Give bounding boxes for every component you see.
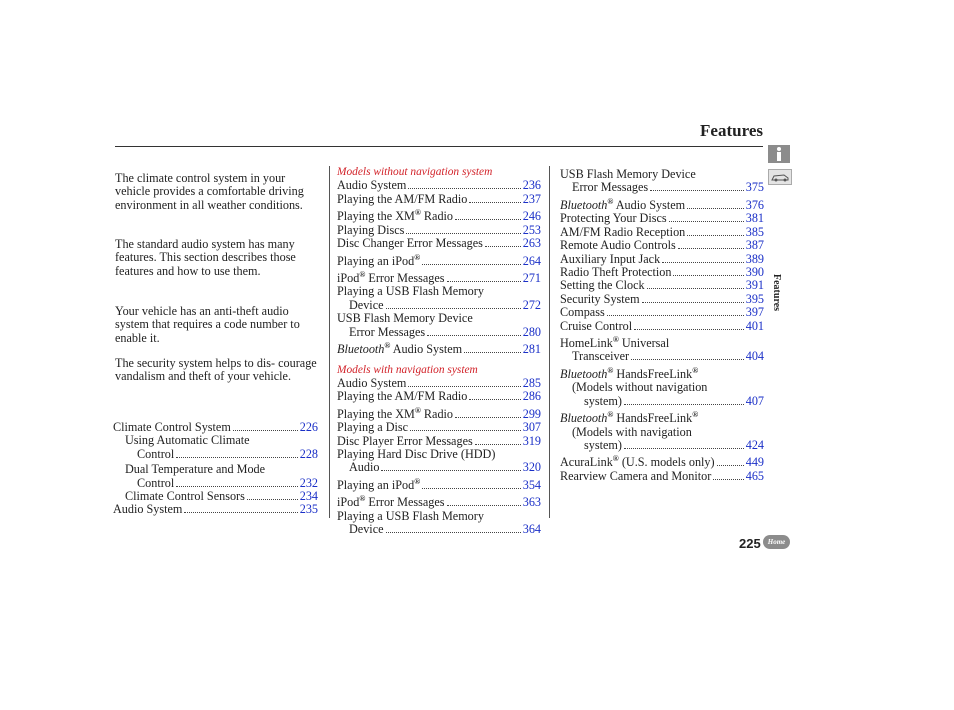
registered-mark: ® bbox=[414, 252, 421, 262]
index-entry-text bbox=[560, 408, 764, 425]
entry-label bbox=[572, 181, 648, 194]
entry-label bbox=[349, 461, 379, 474]
page-link[interactable]: 449 bbox=[745, 455, 764, 470]
page-link[interactable]: 264 bbox=[522, 253, 541, 268]
page-link[interactable]: 280 bbox=[522, 324, 541, 339]
index-entry-text bbox=[560, 426, 764, 439]
leader-dots bbox=[624, 404, 744, 405]
entry-text: AcuraLink bbox=[560, 455, 613, 470]
intro-paragraph: The standard audio system has many features. This section describes those features and how to use them. bbox=[115, 237, 296, 278]
entry-label bbox=[560, 167, 696, 181]
entry-text: Bluetooth bbox=[337, 342, 385, 357]
page-link[interactable]: 385 bbox=[745, 224, 764, 239]
index-entry[interactable] bbox=[337, 461, 541, 474]
index-entry[interactable] bbox=[560, 439, 764, 452]
index-entry[interactable] bbox=[560, 266, 764, 279]
registered-mark: ® bbox=[612, 334, 619, 344]
entry-label bbox=[113, 503, 182, 516]
index-entry-text bbox=[560, 333, 764, 350]
page-link[interactable]: 237 bbox=[522, 191, 541, 206]
entry-text: Device bbox=[349, 297, 384, 312]
section-heading: Models with navigation system bbox=[337, 363, 478, 376]
section-heading: Models without navigation system bbox=[337, 166, 493, 178]
entry-label bbox=[337, 206, 453, 223]
entry-text: Playing the AM/FM Radio bbox=[337, 191, 468, 206]
page-link[interactable]: 381 bbox=[745, 211, 764, 226]
entry-label bbox=[337, 284, 484, 298]
entry-label bbox=[560, 266, 671, 279]
page-link[interactable]: 404 bbox=[745, 349, 764, 364]
leader-dots bbox=[717, 465, 744, 466]
registered-mark: ® bbox=[414, 476, 421, 486]
registered-mark: ® bbox=[414, 405, 421, 415]
entry-text: Playing the AM/FM Radio bbox=[337, 389, 468, 404]
index-entry[interactable] bbox=[337, 224, 541, 237]
entry-text: Audio bbox=[349, 460, 380, 475]
index-entry[interactable] bbox=[337, 206, 541, 223]
entry-text: Bluetooth bbox=[560, 366, 608, 381]
leader-dots bbox=[647, 288, 744, 289]
index-entry[interactable] bbox=[337, 404, 541, 421]
index-entry[interactable] bbox=[560, 181, 764, 194]
index-entry-text bbox=[560, 364, 764, 381]
entry-label bbox=[337, 224, 404, 237]
entry-text: system) bbox=[584, 393, 622, 408]
index-entry[interactable] bbox=[337, 339, 541, 356]
index-entry[interactable] bbox=[337, 326, 541, 339]
entry-label bbox=[337, 311, 473, 325]
index-column-2 bbox=[337, 166, 541, 537]
index-entry[interactable] bbox=[337, 435, 541, 448]
entry-text: Rearview Camera and Monitor bbox=[560, 468, 712, 483]
entry-text: Device bbox=[349, 522, 384, 537]
home-label: Home bbox=[767, 538, 786, 546]
entry-text: Auxiliary Input Jack bbox=[560, 251, 661, 266]
index-column-3 bbox=[560, 168, 764, 483]
leader-dots bbox=[381, 470, 520, 471]
entry-text: Bluetooth bbox=[560, 411, 608, 426]
entry-text: Bluetooth bbox=[560, 197, 608, 212]
index-entry[interactable] bbox=[560, 452, 764, 469]
leader-dots bbox=[485, 246, 521, 247]
page-link[interactable]: 307 bbox=[522, 420, 541, 435]
entry-text: Error Messages bbox=[572, 180, 649, 195]
entry-text: Radio bbox=[420, 209, 454, 224]
entry-label bbox=[584, 439, 622, 452]
leader-dots bbox=[447, 505, 521, 506]
entry-text: iPod bbox=[337, 495, 360, 510]
index-entry[interactable] bbox=[337, 268, 541, 285]
entry-label bbox=[337, 421, 408, 434]
page-link[interactable]: 246 bbox=[522, 209, 541, 224]
index-entry[interactable] bbox=[560, 395, 764, 408]
page-link[interactable]: 272 bbox=[522, 297, 541, 312]
entry-label bbox=[113, 421, 231, 434]
entry-text: Remote Audio Controls bbox=[560, 238, 676, 253]
entry-text: Cruise Control bbox=[560, 318, 633, 333]
leader-dots bbox=[247, 499, 298, 500]
index-entry[interactable] bbox=[560, 226, 764, 239]
entry-label bbox=[337, 390, 467, 403]
index-entry[interactable] bbox=[337, 421, 541, 434]
registered-mark: ® bbox=[359, 494, 366, 504]
entry-text: Climate Control System bbox=[113, 420, 231, 434]
index-entry[interactable] bbox=[560, 320, 764, 333]
entry-label bbox=[560, 367, 698, 381]
entry-text: Protecting Your Discs bbox=[560, 211, 667, 226]
page-link[interactable]: 253 bbox=[522, 222, 541, 237]
page-link[interactable]: 390 bbox=[745, 264, 764, 279]
entry-label bbox=[560, 279, 645, 292]
index-entry-text bbox=[337, 312, 541, 325]
entry-text: Error Messages bbox=[349, 324, 426, 339]
entry-label bbox=[560, 470, 711, 483]
page-number: 225 bbox=[739, 536, 761, 551]
entry-label bbox=[137, 477, 174, 490]
page-link[interactable]: 299 bbox=[522, 406, 541, 421]
index-entry[interactable] bbox=[337, 179, 541, 192]
leader-dots bbox=[408, 386, 520, 387]
page-link[interactable]: 232 bbox=[299, 475, 318, 490]
index-entry[interactable] bbox=[113, 503, 318, 516]
index-entry[interactable] bbox=[560, 293, 764, 306]
entry-text: iPod bbox=[337, 271, 360, 286]
entry-label bbox=[337, 492, 445, 509]
index-entry[interactable] bbox=[560, 279, 764, 292]
index-entry[interactable] bbox=[560, 470, 764, 483]
intro-paragraph: Your vehicle has an anti-theft audio system that requires a code number to enable it. bbox=[115, 304, 300, 345]
index-entry-text bbox=[337, 510, 541, 523]
entry-label bbox=[337, 447, 495, 461]
entry-label bbox=[584, 395, 622, 408]
page-link[interactable]: 286 bbox=[522, 389, 541, 404]
entry-text: Dual Temperature and Mode bbox=[125, 462, 266, 477]
leader-dots bbox=[678, 248, 744, 249]
entry-label bbox=[337, 193, 467, 206]
leader-dots bbox=[624, 448, 744, 449]
leader-dots bbox=[650, 190, 744, 191]
entry-label bbox=[337, 377, 406, 390]
entry-label bbox=[125, 433, 250, 447]
column-divider bbox=[549, 166, 550, 518]
registered-mark: ® bbox=[414, 208, 421, 218]
info-tab-icon[interactable] bbox=[768, 145, 790, 163]
entry-text: Playing the XM bbox=[337, 209, 415, 224]
index-entry[interactable] bbox=[560, 350, 764, 363]
leader-dots bbox=[713, 479, 743, 480]
leader-dots bbox=[184, 512, 297, 513]
page-link[interactable]: 424 bbox=[745, 437, 764, 452]
leader-dots bbox=[687, 208, 744, 209]
page-link[interactable]: 363 bbox=[522, 495, 541, 510]
entry-label bbox=[337, 179, 406, 192]
leader-dots bbox=[687, 235, 743, 236]
index-entry[interactable] bbox=[560, 253, 764, 266]
entry-text: HandsFreeLink bbox=[613, 366, 693, 381]
page-link[interactable]: 228 bbox=[299, 446, 318, 461]
index-entry[interactable] bbox=[337, 377, 541, 390]
entry-label bbox=[125, 490, 245, 503]
leader-dots bbox=[422, 264, 521, 265]
leader-dots bbox=[447, 281, 521, 282]
leader-dots bbox=[469, 399, 520, 400]
page-link[interactable]: 234 bbox=[299, 489, 318, 504]
entry-text: (Models without navigation bbox=[572, 380, 708, 395]
index-entry[interactable] bbox=[113, 448, 318, 461]
page-link[interactable]: 271 bbox=[522, 271, 541, 286]
index-entry[interactable] bbox=[560, 195, 764, 212]
leader-dots bbox=[176, 486, 297, 487]
leader-dots bbox=[642, 302, 744, 303]
index-entry[interactable] bbox=[560, 306, 764, 319]
entry-text: (Models with navigation bbox=[572, 424, 692, 439]
intro-paragraph: The climate control system in your vehicle provides a comfortable driving environment in all weather conditions. bbox=[115, 171, 304, 212]
leader-dots bbox=[464, 352, 521, 353]
entry-text: Using Automatic Climate bbox=[125, 433, 250, 448]
side-section-label: Features bbox=[771, 274, 782, 312]
entry-text: Disc Player Error Messages bbox=[337, 433, 473, 448]
page-link[interactable]: 226 bbox=[299, 420, 318, 434]
registered-mark: ® bbox=[692, 365, 699, 375]
page-link[interactable]: 395 bbox=[745, 291, 764, 306]
header-rule bbox=[115, 146, 763, 147]
index-entry-text bbox=[113, 434, 318, 447]
index-entry[interactable] bbox=[560, 212, 764, 225]
index-entry[interactable] bbox=[113, 421, 318, 434]
index-entry[interactable] bbox=[337, 492, 541, 509]
entry-text: Playing an iPod bbox=[337, 477, 415, 492]
entry-label bbox=[125, 462, 265, 476]
entry-label bbox=[572, 350, 629, 363]
index-entry-text bbox=[337, 448, 541, 461]
registered-mark: ® bbox=[692, 410, 699, 420]
info-icon bbox=[768, 145, 790, 163]
entry-label bbox=[572, 425, 692, 439]
index-entry[interactable] bbox=[337, 475, 541, 492]
entry-text: Universal bbox=[618, 336, 670, 350]
entry-label bbox=[137, 448, 174, 461]
entry-label bbox=[337, 404, 453, 421]
leader-dots bbox=[673, 275, 743, 276]
page-link[interactable]: 397 bbox=[745, 305, 764, 320]
entry-text: Playing Discs bbox=[337, 222, 405, 237]
entry-text: Playing a USB Flash Memory bbox=[337, 508, 484, 523]
index-entry-text bbox=[337, 285, 541, 298]
entry-text: Control bbox=[137, 475, 175, 490]
entry-text: Playing an iPod bbox=[337, 253, 415, 268]
entry-label bbox=[560, 212, 667, 225]
entry-label bbox=[560, 336, 669, 350]
page-link[interactable]: 319 bbox=[522, 433, 541, 448]
index-entry[interactable] bbox=[560, 239, 764, 252]
entry-label bbox=[572, 380, 707, 394]
entry-text: Radio bbox=[420, 406, 454, 421]
page-link[interactable]: 407 bbox=[745, 393, 764, 408]
index-entry[interactable] bbox=[113, 490, 318, 503]
entry-text: Audio System bbox=[337, 178, 407, 193]
index-entry-text bbox=[560, 168, 764, 181]
page-link[interactable]: 285 bbox=[522, 375, 541, 390]
registered-mark: ® bbox=[612, 454, 619, 464]
leader-dots bbox=[475, 444, 521, 445]
entry-label bbox=[337, 475, 420, 492]
entry-label bbox=[337, 251, 420, 268]
leader-dots bbox=[410, 430, 521, 431]
page-link[interactable]: 465 bbox=[745, 468, 764, 483]
entry-label bbox=[560, 253, 660, 266]
entry-text: Audio System bbox=[613, 197, 686, 212]
entry-label bbox=[337, 339, 462, 356]
entry-text: Playing Hard Disc Drive (HDD) bbox=[337, 447, 496, 462]
entry-label bbox=[349, 523, 384, 536]
entry-text: HomeLink bbox=[560, 336, 613, 350]
page-link[interactable]: 281 bbox=[522, 342, 541, 357]
leader-dots bbox=[634, 329, 744, 330]
entry-label bbox=[560, 411, 698, 425]
entry-label bbox=[337, 435, 473, 448]
page-link[interactable]: 235 bbox=[299, 502, 318, 517]
leader-dots bbox=[422, 488, 521, 489]
entry-text: Radio Theft Protection bbox=[560, 264, 672, 279]
page-title: Features bbox=[700, 121, 763, 140]
entry-text: HandsFreeLink bbox=[613, 411, 693, 426]
leader-dots bbox=[662, 262, 744, 263]
entry-text: Compass bbox=[560, 305, 605, 320]
entry-label bbox=[560, 452, 715, 469]
leader-dots bbox=[408, 188, 520, 189]
leader-dots bbox=[469, 202, 520, 203]
leader-dots bbox=[386, 308, 521, 309]
registered-mark: ® bbox=[607, 196, 614, 206]
index-entry[interactable] bbox=[337, 251, 541, 268]
entry-text: (U.S. models only) bbox=[618, 455, 715, 470]
entry-label bbox=[349, 299, 384, 312]
registered-mark: ® bbox=[607, 410, 614, 420]
car-icon bbox=[769, 170, 791, 184]
entry-text: Error Messages bbox=[365, 271, 445, 286]
leader-dots bbox=[406, 233, 520, 234]
page-link[interactable]: 389 bbox=[745, 251, 764, 266]
page-link[interactable]: 401 bbox=[745, 318, 764, 333]
page-link[interactable]: 354 bbox=[522, 477, 541, 492]
car-tab-icon[interactable] bbox=[768, 169, 792, 185]
entry-text: USB Flash Memory Device bbox=[337, 311, 473, 326]
index-entry-text bbox=[113, 463, 318, 476]
entry-text: USB Flash Memory Device bbox=[560, 167, 696, 181]
entry-label bbox=[560, 293, 640, 306]
entry-text: Transceiver bbox=[572, 349, 630, 364]
index-entry-text bbox=[560, 381, 764, 394]
entry-text: Playing a Disc bbox=[337, 420, 409, 435]
entry-text: system) bbox=[584, 437, 622, 452]
entry-text: AM/FM Radio Reception bbox=[560, 224, 686, 239]
entry-text: Audio System bbox=[113, 502, 183, 517]
registered-mark: ® bbox=[607, 365, 614, 375]
entry-text: Disc Changer Error Messages bbox=[337, 236, 483, 251]
index-entry[interactable] bbox=[337, 237, 541, 250]
intro-paragraph: The security system helps to dis- courage vandalism and theft of your vehicle. bbox=[115, 356, 317, 384]
entry-label bbox=[560, 239, 676, 252]
page-link[interactable]: 376 bbox=[745, 197, 764, 212]
entry-text: Playing the XM bbox=[337, 406, 415, 421]
leader-dots bbox=[455, 219, 521, 220]
entry-text: Climate Control Sensors bbox=[125, 489, 245, 504]
index-column-1 bbox=[113, 421, 318, 517]
page-link[interactable]: 320 bbox=[522, 460, 541, 475]
entry-label bbox=[337, 237, 483, 250]
index-entry[interactable] bbox=[337, 193, 541, 206]
entry-label bbox=[560, 320, 632, 333]
home-button[interactable] bbox=[763, 535, 790, 549]
entry-text: Setting the Clock bbox=[560, 278, 645, 293]
entry-text: Playing a USB Flash Memory bbox=[337, 284, 484, 299]
page-link[interactable]: 387 bbox=[745, 238, 764, 253]
entry-label bbox=[349, 326, 425, 339]
index-entry[interactable] bbox=[113, 477, 318, 490]
index-entry[interactable] bbox=[337, 523, 541, 536]
leader-dots bbox=[455, 417, 521, 418]
page-link[interactable]: 236 bbox=[522, 178, 541, 193]
entry-text: Audio System bbox=[390, 342, 463, 357]
registered-mark: ® bbox=[384, 341, 391, 351]
entry-text: Control bbox=[137, 446, 175, 461]
page-link[interactable]: 263 bbox=[522, 236, 541, 251]
leader-dots bbox=[427, 335, 521, 336]
entry-label bbox=[560, 226, 685, 239]
entry-label bbox=[337, 509, 484, 523]
leader-dots bbox=[176, 457, 297, 458]
entry-text: Error Messages bbox=[365, 495, 445, 510]
leader-dots bbox=[669, 221, 744, 222]
page-link[interactable]: 375 bbox=[745, 180, 764, 195]
page-link[interactable]: 391 bbox=[745, 278, 764, 293]
entry-label bbox=[560, 306, 605, 319]
leader-dots bbox=[386, 532, 521, 533]
page-link[interactable]: 364 bbox=[522, 522, 541, 537]
leader-dots bbox=[607, 315, 744, 316]
index-entry[interactable] bbox=[337, 390, 541, 403]
index-entry[interactable] bbox=[337, 299, 541, 312]
entry-label bbox=[337, 268, 445, 285]
leader-dots bbox=[631, 359, 744, 360]
entry-text: Security System bbox=[560, 291, 640, 306]
registered-mark: ® bbox=[359, 269, 366, 279]
entry-label bbox=[560, 195, 685, 212]
column-divider bbox=[329, 166, 330, 518]
leader-dots bbox=[233, 430, 298, 431]
entry-text: Audio System bbox=[337, 375, 407, 390]
